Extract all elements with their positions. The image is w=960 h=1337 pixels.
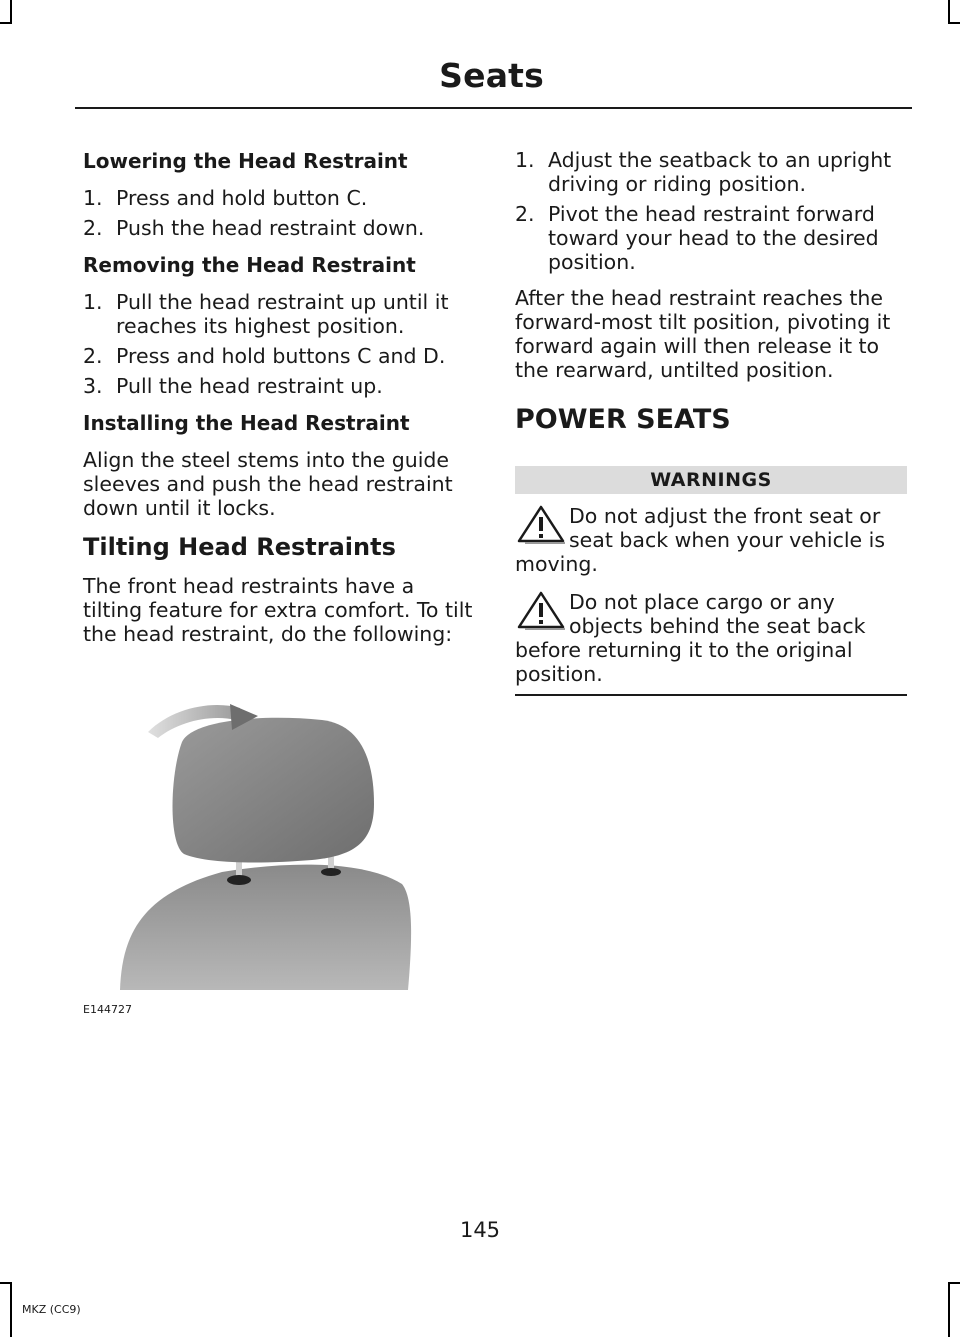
crop-mark	[948, 1282, 950, 1337]
warning-item	[515, 504, 907, 576]
tilt-steps	[515, 148, 907, 274]
warning-text: Do not adjust the front seat or seat back when your vehicle is moving.	[515, 504, 886, 576]
left-column	[83, 148, 478, 658]
page-number: 145	[459, 1218, 501, 1242]
figure-code: E144727	[83, 1003, 132, 1016]
crop-mark	[948, 22, 960, 24]
seat-back	[120, 865, 411, 990]
head-restraint	[173, 718, 375, 863]
lowering-heading: Lowering the Head Restraint	[83, 149, 408, 173]
warning-text: Do not place cargo or any objects behind the seat back before returning it to the original position.	[515, 590, 866, 686]
list-item: 2. Push the head restraint down.	[83, 216, 425, 240]
list-item: 2. Pivot the head restraint forward toward your head to the desired position.	[515, 202, 879, 274]
warning-triangle-icon	[515, 590, 567, 630]
installing-heading: Installing the Head Restraint	[83, 411, 410, 435]
left-sleeve	[227, 875, 251, 885]
tilting-heading: Tilting Head Restraints	[83, 533, 396, 561]
crop-mark	[948, 1282, 960, 1284]
removing-steps	[83, 290, 478, 398]
list-item: 1. Pull the head restraint up until it reaches its highest position.	[83, 290, 449, 338]
crop-mark	[0, 22, 12, 24]
footer-model: MKZ (CC9)	[22, 1303, 81, 1316]
head-restraint-image	[112, 694, 422, 1000]
head-restraint-illustration	[112, 694, 422, 1000]
removing-heading: Removing the Head Restraint	[83, 253, 416, 277]
tilting-text: The front head restraints have a tilting feature for extra comfort. To tilt the head restraint, do the following:	[83, 574, 473, 646]
list-item: 2. Press and hold buttons C and D.	[83, 344, 446, 368]
power-seats-heading: POWER SEATS	[515, 404, 731, 435]
crop-mark	[948, 0, 950, 24]
warning-item	[515, 590, 907, 686]
lowering-steps	[83, 186, 478, 240]
right-sleeve	[321, 868, 341, 876]
warnings-bottom-rule	[515, 694, 907, 696]
crop-mark	[0, 1282, 12, 1284]
list-item: 1. Adjust the seatback to an upright driving or riding position.	[515, 148, 892, 196]
warning-triangle-icon	[515, 504, 567, 544]
page-title: Seats	[439, 56, 544, 95]
header-divider	[75, 107, 912, 109]
right-column	[515, 148, 907, 696]
list-item: 1. Press and hold button C.	[83, 186, 368, 210]
warnings-header: WARNINGS	[515, 466, 907, 494]
crop-mark	[10, 1282, 12, 1337]
crop-mark	[10, 0, 12, 24]
tilt-note: After the head restraint reaches the forward-most tilt position, pivoting it forward again will then release it to the rearward, untilted position.	[515, 286, 891, 382]
list-item: 3. Pull the head restraint up.	[83, 374, 383, 398]
installing-text: Align the steel stems into the guide sleeves and push the head restraint down until it locks.	[83, 448, 453, 520]
